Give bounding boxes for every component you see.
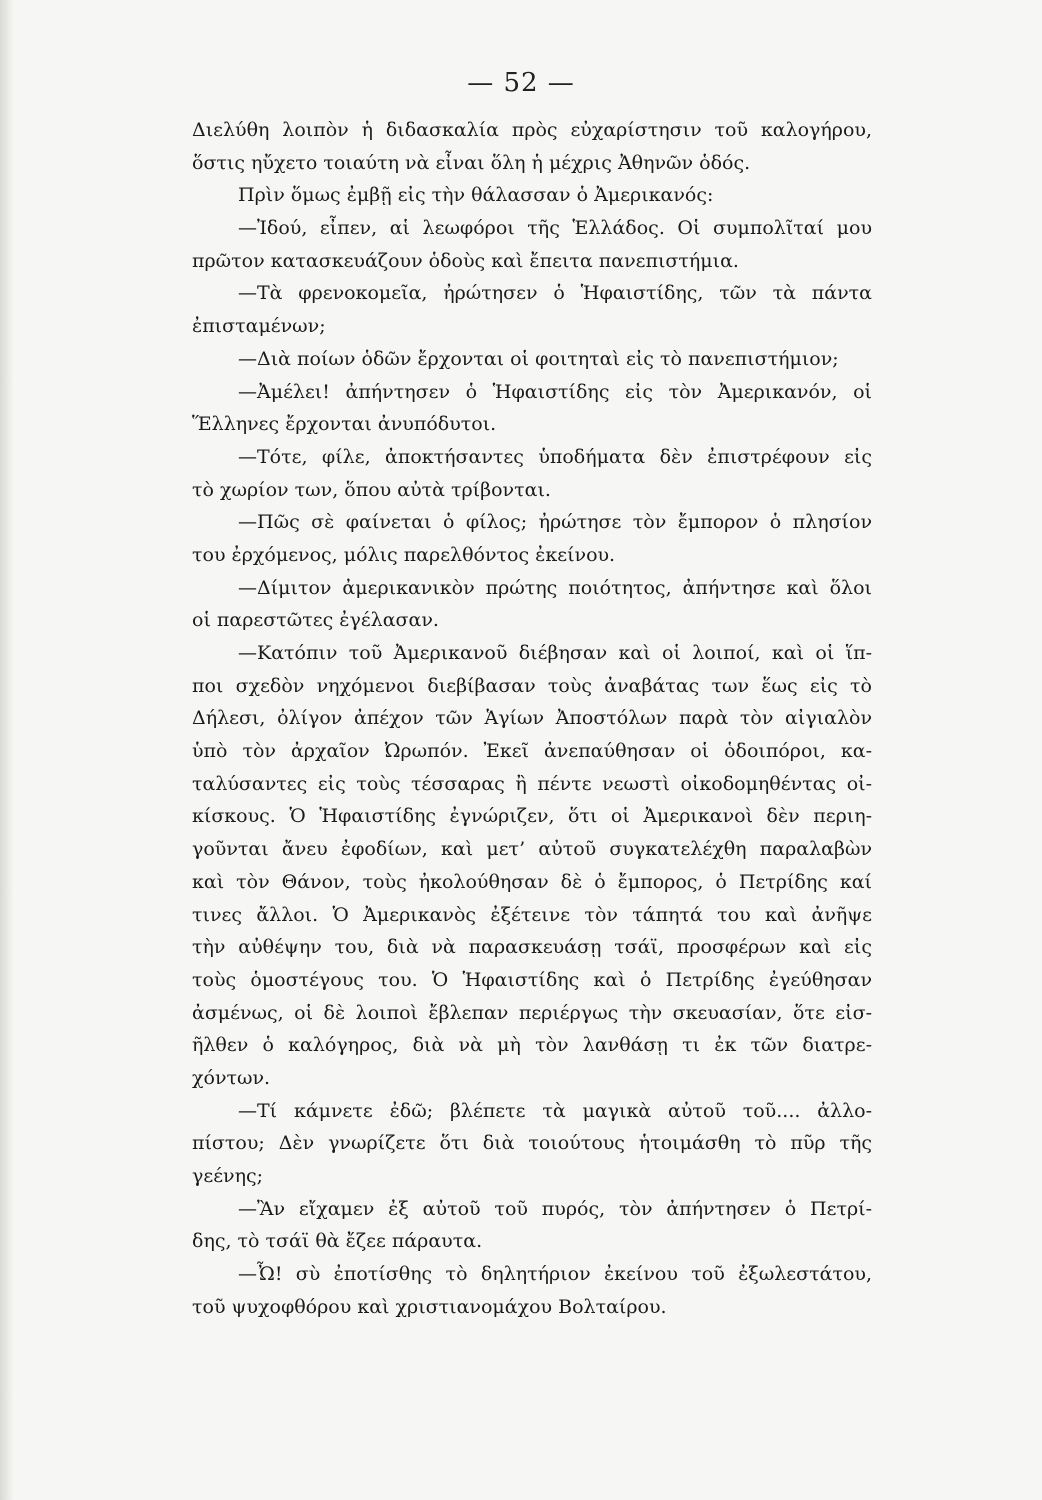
text-line: χόντων.	[192, 1066, 271, 1089]
text-line: —Τὰ φρενοκομεῖα, ἠρώτησεν ὁ Ἡφαιστίδης, τῶν τὰ πάντα	[238, 282, 872, 305]
text-line: —Πῶς σὲ φαίνεται ὁ φίλος; ἠρώτησε τὸν ἔμπορον ὁ πλησίον	[238, 511, 872, 534]
text-line: ἀσμένως, οἱ δὲ λοιποὶ ἔβλεπαν περιέργως τὴν σκευασίαν, ὅτε εἰσ-	[192, 1001, 872, 1024]
text-line: πρῶτον κατασκευάζουν ὁδοὺς καὶ ἔπειτα πανεπιστήμια.	[192, 249, 739, 272]
body-text	[192, 114, 872, 1323]
text-line: Διελύθη λοιπὸν ἡ διδασκαλία πρὸς εὐχαρίστησιν τοῦ καλογήρου,	[192, 119, 872, 141]
text-line: —Δίμιτον ἀμερικανικὸν πρώτης ποιότητος, ἀπήντησε καὶ ὅλοι	[238, 576, 872, 599]
text-line: κίσκους. Ὁ Ἡφαιστίδης ἐγνώριζεν, ὅτι οἱ Ἀμερικανοὶ δὲν περιη-	[192, 805, 872, 828]
text-line: οἱ παρεστῶτες ἐγέλασαν.	[192, 609, 439, 632]
text-line: Ἕλληνες ἔρχονται ἀνυπόδυτοι.	[192, 413, 497, 436]
text-line: —Ἀμέλει! ἀπήντησεν ὁ Ἡφαιστίδης εἰς τὸν Ἀμερικανόν, οἱ	[238, 380, 872, 403]
text-line: Πρὶν ὅμως ἐμβῇ εἰς τὴν θάλασσαν ὁ Ἀμερικανός:	[238, 184, 714, 207]
text-line: ἐπισταμένων;	[192, 315, 326, 338]
text-line: —Ἂν εἴχαμεν ἐξ αὐτοῦ τοῦ πυρός, τὸν ἀπήντησεν ὁ Πετρί-	[238, 1197, 872, 1220]
text-line: καὶ τὸν Θάνον, τοὺς ἠκολούθησαν δὲ ὁ ἔμπορος, ὁ Πετρίδης καί	[192, 870, 872, 893]
text-line: δης, τὸ τσάϊ θὰ ἔζεε πάραυτα.	[192, 1230, 483, 1253]
text-line: ταλύσαντες εἰς τοὺς τέσσαρας ἢ πέντε νεωστὶ οἰκοδομηθέντας οἰ-	[192, 772, 872, 795]
page-edge-shadow	[0, 0, 14, 1500]
text-line: γοῦνται ἄνευ ἐφοδίων, καὶ μετ’ αὐτοῦ συγκατελέχθη παραλαβὼν	[192, 838, 872, 861]
text-line: του ἐρχόμενος, μόλις παρελθόντος ἐκείνου.	[192, 543, 616, 566]
text-line: Δήλεσι, ὀλίγον ἀπέχον τῶν Ἁγίων Ἀποστόλων παρὰ τὸν αἰγιαλὸν	[192, 707, 872, 730]
text-line: τὴν αὐθέψην του, διὰ νὰ παρασκευάσῃ τσάϊ, προσφέρων καὶ εἰς	[192, 936, 872, 959]
text-line: —Τότε, φίλε, ἀποκτήσαντες ὑποδήματα δὲν ἐπιστρέφουν εἰς	[238, 445, 872, 468]
page-number: — 52 —	[467, 68, 575, 98]
text-line: —Κατόπιν τοῦ Ἀμερικανοῦ διέβησαν καὶ οἱ λοιποί, καὶ οἱ ἵπ-	[238, 642, 872, 664]
text-line: τινες ἄλλοι. Ὁ Ἀμερικανὸς ἐξέτεινε τὸν τάπητά του καὶ ἀνῆψε	[192, 903, 872, 926]
text-line: τοὺς ὁμοστέγους του. Ὁ Ἡφαιστίδης καὶ ὁ Πετρίδης ἐγεύθησαν	[192, 968, 872, 991]
text-line: —Διὰ ποίων ὁδῶν ἔρχονται οἱ φοιτηταὶ εἰς τὸ πανεπιστήμιον;	[238, 347, 839, 370]
text-line: ῆλθεν ὁ καλόγηρος, διὰ νὰ μὴ τὸν λανθάσῃ τι ἐκ τῶν διατρε-	[192, 1034, 872, 1057]
text-line: ποι σχεδὸν νηχόμενοι διεβίβασαν τοὺς ἀναβάτας των ἕως εἰς τὸ	[192, 674, 872, 697]
text-line: —Ἰδού, εἶπεν, αἱ λεωφόροι τῆς Ἑλλάδος. Οἱ συμπολῖταί μου	[238, 217, 872, 240]
text-line: ὅστις ηὔχετο τοιαύτη νὰ εἶναι ὅλη ἡ μέχρις Ἀθηνῶν ὁδός.	[192, 151, 751, 174]
text-line: —Ὦ! σὺ ἐποτίσθης τὸ δηλητήριον ἐκείνου τοῦ ἐξωλεστάτου,	[238, 1263, 872, 1286]
text-line: τὸ χωρίον των, ὅπου αὐτὰ τρίβονται.	[192, 478, 551, 501]
text-line: πίστου; Δὲν γνωρίζετε ὅτι διὰ τοιούτους ἡτοιμάσθη τὸ πῦρ τῆς	[192, 1132, 872, 1155]
text-line: ὑπὸ τὸν ἀρχαῖον Ὠρωπόν. Ἐκεῖ ἀνεπαύθησαν οἱ ὁδοιπόροι, κα-	[192, 740, 872, 763]
text-line: γεένης;	[192, 1165, 264, 1187]
text-line: τοῦ ψυχοφθόρου καὶ χριστιανομάχου Βολταίρου.	[192, 1295, 667, 1318]
text-line: —Τί κάμνετε ἐδῶ; βλέπετε τὰ μαγικὰ αὐτοῦ τοῦ.... ἀλλο-	[238, 1099, 872, 1122]
